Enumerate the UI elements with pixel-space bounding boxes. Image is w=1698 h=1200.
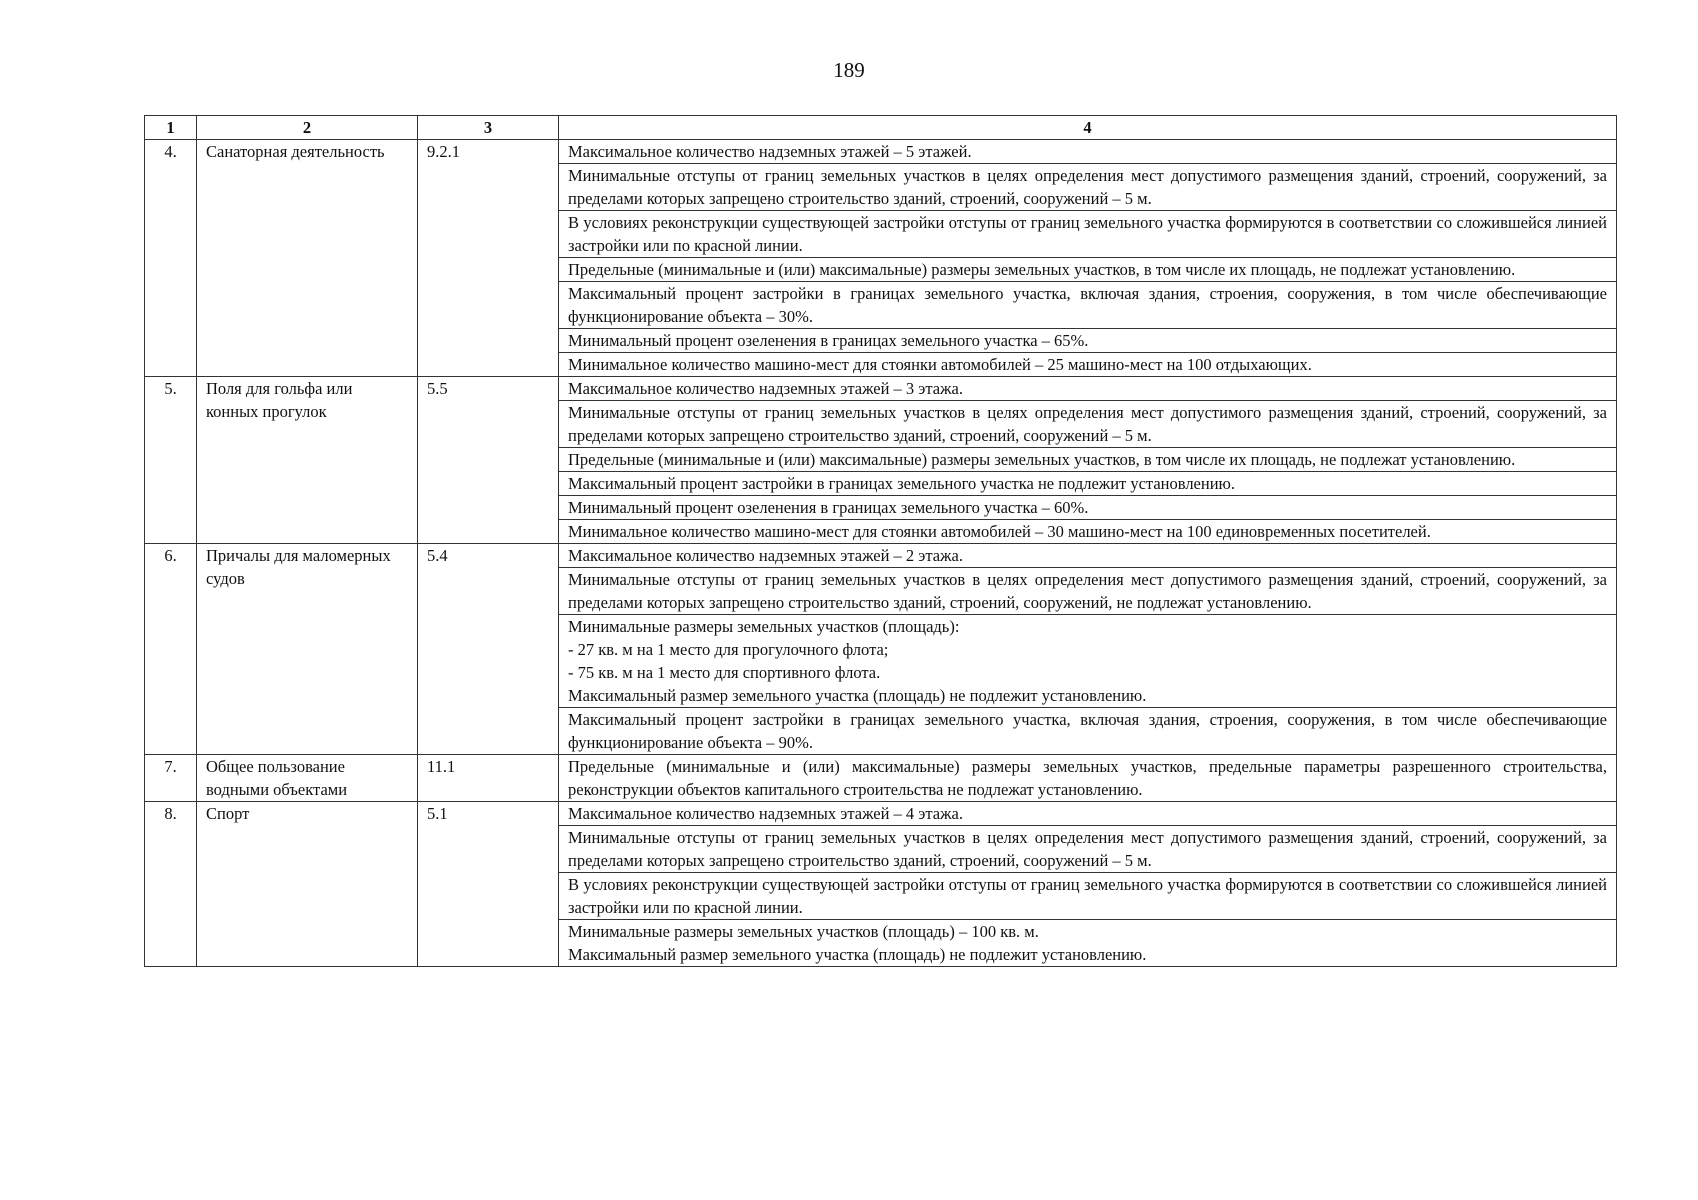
parameter-cell: Предельные (минимальные и (или) максимальные) размеры земельных участков, в том числе их площадь, не подлежат установлению. — [559, 258, 1617, 282]
land-use-name: Санаторная деятельность — [197, 140, 418, 377]
parameter-cell: Минимальное количество машино-мест для стоянки автомобилей – 30 машино-мест на 100 единовременных посетителей. — [559, 520, 1617, 544]
parameter-cell — [559, 920, 1617, 967]
parameter-cell: Максимальный процент застройки в границах земельного участка, включая здания, строения, сооружения, в том числе обеспечивающие функционирование объекта – 30%. — [559, 282, 1617, 329]
row-number: 6. — [145, 544, 197, 755]
parameter-cell: В условиях реконструкции существующей застройки отступы от границ земельного участка формируются в соответствии со сложившейся линией застройки или по красной линии. — [559, 211, 1617, 258]
header-col-3: 3 — [418, 116, 559, 140]
parameter-cell: Максимальный процент застройки в границах земельного участка не подлежит установлению. — [559, 472, 1617, 496]
row-number: 5. — [145, 377, 197, 544]
regulations-table — [144, 115, 1617, 967]
parameter-cell: Минимальные отступы от границ земельных участков в целях определения мест допустимого размещения зданий, строений, сооружений, за пределами которых запрещено строительство зданий, строений, сооружений, не подлежат установлению. — [559, 568, 1617, 615]
parameter-cell: Минимальный процент озеленения в границах земельного участка – 65%. — [559, 329, 1617, 353]
parameter-line: Минимальные размеры земельных участков (площадь) – 100 кв. м. — [568, 922, 1039, 941]
table-row — [145, 140, 1617, 164]
table-row — [145, 544, 1617, 568]
header-col-4: 4 — [559, 116, 1617, 140]
parameter-cell: Максимальный процент застройки в границах земельного участка, включая здания, строения, сооружения, в том числе обеспечивающие функционирование объекта – 90%. — [559, 708, 1617, 755]
land-use-code: 9.2.1 — [418, 140, 559, 377]
parameter-line: Максимальный размер земельного участка (площадь) не подлежит установлению. — [568, 945, 1147, 964]
land-use-code: 5.1 — [418, 802, 559, 967]
land-use-code: 5.5 — [418, 377, 559, 544]
parameter-cell: Максимальное количество надземных этажей – 4 этажа. — [559, 802, 1617, 826]
table-row — [145, 755, 1617, 802]
parameter-cell: В условиях реконструкции существующей застройки отступы от границ земельного участка формируются в соответствии со сложившейся линией застройки или по красной линии. — [559, 873, 1617, 920]
parameter-cell: Предельные (минимальные и (или) максимальные) размеры земельных участков, в том числе их площадь, не подлежат установлению. — [559, 448, 1617, 472]
parameter-cell: Минимальные отступы от границ земельных участков в целях определения мест допустимого размещения зданий, строений, сооружений, за пределами которых запрещено строительство зданий, строений, сооружений – 5 м. — [559, 826, 1617, 873]
row-number: 4. — [145, 140, 197, 377]
land-use-name: Спорт — [197, 802, 418, 967]
table-row — [145, 802, 1617, 826]
parameter-cell: Минимальные отступы от границ земельных участков в целях определения мест допустимого размещения зданий, строений, сооружений, за пределами которых запрещено строительство зданий, строений, сооружений – 5 м. — [559, 401, 1617, 448]
parameter-cell — [559, 615, 1617, 708]
parameter-cell: Минимальный процент озеленения в границах земельного участка – 60%. — [559, 496, 1617, 520]
parameter-cell: Минимальное количество машино-мест для стоянки автомобилей – 25 машино-мест на 100 отдыхающих. — [559, 353, 1617, 377]
land-use-name: Общее пользование водными объектами — [197, 755, 418, 802]
parameter-line: Максимальный размер земельного участка (площадь) не подлежит установлению. — [568, 686, 1147, 705]
row-number: 8. — [145, 802, 197, 967]
parameter-cell: Максимальное количество надземных этажей – 2 этажа. — [559, 544, 1617, 568]
table-body — [145, 140, 1617, 967]
parameter-cell: Максимальное количество надземных этажей – 5 этажей. — [559, 140, 1617, 164]
header-col-2: 2 — [197, 116, 418, 140]
parameter-cell: Предельные (минимальные и (или) максимальные) размеры земельных участков, предельные параметры разрешенного строительства, реконструкции объектов капитального строительства не подлежат установлению. — [559, 755, 1617, 802]
row-number: 7. — [145, 755, 197, 802]
land-use-name: Причалы для маломерных судов — [197, 544, 418, 755]
land-use-code: 11.1 — [418, 755, 559, 802]
parameter-cell: Максимальное количество надземных этажей – 3 этажа. — [559, 377, 1617, 401]
parameter-line: - 75 кв. м на 1 место для спортивного флота. — [568, 663, 881, 682]
land-use-name: Поля для гольфа или конных прогулок — [197, 377, 418, 544]
table-row — [145, 377, 1617, 401]
parameter-cell: Минимальные отступы от границ земельных участков в целях определения мест допустимого размещения зданий, строений, сооружений, за пределами которых запрещено строительство зданий, строений, сооружений – 5 м. — [559, 164, 1617, 211]
parameter-line: - 27 кв. м на 1 место для прогулочного флота; — [568, 640, 889, 659]
parameter-line: Минимальные размеры земельных участков (площадь): — [568, 617, 960, 636]
page-number: 189 — [833, 58, 865, 82]
header-col-1: 1 — [145, 116, 197, 140]
table-header-row — [145, 116, 1617, 140]
land-use-code: 5.4 — [418, 544, 559, 755]
